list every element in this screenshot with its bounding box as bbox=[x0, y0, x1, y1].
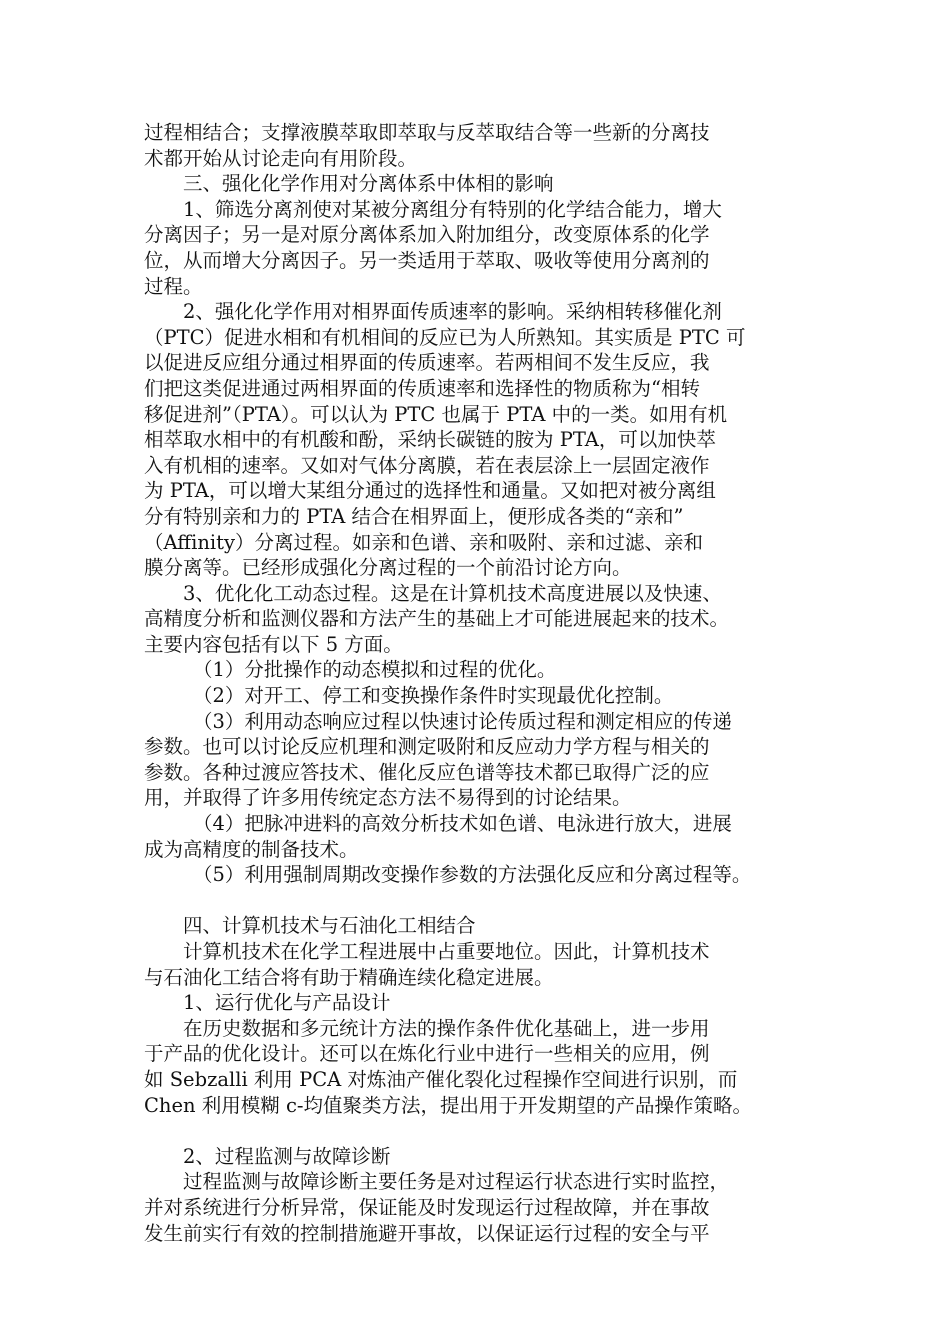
list-item: （3）利用动态响应过程以快速讨论传质过程和测定相应的传递 bbox=[193, 709, 732, 733]
list-item: （2）对开工、停工和变换操作条件时实现最优化控制。 bbox=[193, 684, 674, 708]
text-line: 并对系统进行分析异常，保证能及时发现运行过程故障，并在事故 bbox=[144, 1195, 710, 1219]
text-line: 相萃取水相中的有机酸和酚，采纳长碳链的胺为 PTA，可以加快萃 bbox=[144, 428, 716, 452]
text-line: 分离因子；另一是对原分离体系加入附加组分，改变原体系的化学 bbox=[144, 223, 710, 247]
text-line: 为 PTA，可以增大某组分通过的选择性和通量。又如把对被分离组 bbox=[144, 479, 716, 503]
text-line: 以促进反应组分通过相界面的传质速率。若两相间不发生反应，我 bbox=[144, 351, 710, 375]
blank-line bbox=[144, 888, 824, 914]
blank-line bbox=[144, 1118, 824, 1144]
subsection-heading: 1、运行优化与产品设计 bbox=[183, 991, 391, 1015]
text-line: 如 Sebzalli 利用 PCA 对炼油产催化裂化过程操作空间进行识别，而 bbox=[144, 1067, 738, 1091]
text-line: 移促进剂”（PTA）。可以认为 PTC 也属于 PTA 中的一类。如用有机 bbox=[144, 402, 728, 426]
text-line: 分有特别亲和力的 PTA 结合在相界面上，便形成各类的“亲和” bbox=[144, 504, 684, 528]
section-heading: 四、计算机技术与石油化工相结合 bbox=[183, 914, 476, 938]
text-line: 成为高精度的制备技术。 bbox=[144, 837, 359, 861]
subsection-heading: 2、过程监测与故障诊断 bbox=[183, 1144, 391, 1168]
list-item: （5）利用强制周期改变操作参数的方法强化反应和分离过程等。 bbox=[193, 863, 752, 887]
text-line: （PTC）促进水相和有机相间的反应已为人所熟知。其实质是 PTC 可 bbox=[144, 325, 746, 349]
text-line: （Affinity）分离过程。如亲和色谱、亲和吸附、亲和过滤、亲和 bbox=[144, 530, 703, 554]
text-line: 于产品的优化设计。还可以在炼化行业中进行一些相关的应用，例 bbox=[144, 1042, 710, 1066]
text-line: 参数。也可以讨论反应机理和测定吸附和反应动力学方程与相关的 bbox=[144, 735, 710, 759]
text-line: 入有机相的速率。又如对气体分离膜，若在表层涂上一层固定液作 bbox=[144, 453, 710, 477]
text-line: 过程。 bbox=[144, 274, 203, 298]
text-line: 计算机技术在化学工程进展中占重要地位。因此，计算机技术 bbox=[183, 940, 710, 963]
text-line: 高精度分析和监测仪器和方法产生的基础上才可能进展起来的技术。 bbox=[144, 607, 730, 631]
text-line: 2、强化化学作用对相界面传质速率的影响。采纳相转移催化剂 bbox=[183, 300, 722, 324]
list-item: （4）把脉冲进料的高效分析技术如色谱、电泳进行放大，进展 bbox=[193, 812, 732, 836]
list-item: （1）分批操作的动态模拟和过程的优化。 bbox=[193, 658, 557, 682]
text-line: 参数。各种过渡应答技术、催化反应色谱等技术都已取得广泛的应 bbox=[144, 760, 710, 784]
text-line: 过程监测与故障诊断主要任务是对过程运行状态进行实时监控， bbox=[183, 1170, 730, 1194]
text-line: 在历史数据和多元统计方法的操作条件优化基础上，进一步用 bbox=[183, 1016, 710, 1040]
text-line: Chen 利用模糊 c-均值聚类方法，提出用于开发期望的产品操作策略。 bbox=[144, 1093, 752, 1117]
text-line: 3、优化化工动态过程。这是在计算机技术高度进展以及快速、 bbox=[183, 581, 722, 605]
text-line: 1、筛选分离剂使对某被分离组分有特别的化学结合能力，增大 bbox=[183, 197, 722, 221]
text-line: 用，并取得了许多用传统定态方法不易得到的讨论结果。 bbox=[144, 786, 632, 810]
text-line: 术都开始从讨论走向有用阶段。 bbox=[144, 146, 418, 170]
text-line: 发生前实行有效的控制措施避开事故，以保证运行过程的安全与平 bbox=[144, 1221, 710, 1245]
text-line: 们把这类促进通过两相界面的传质速率和选择性的物质称为“相转 bbox=[144, 376, 700, 400]
section-heading: 三、强化化学作用对分离体系中体相的影响 bbox=[183, 172, 554, 196]
text-line: 位，从而增大分离因子。另一类适用于萃取、吸收等使用分离剂的 bbox=[144, 248, 710, 272]
text-line: 与石油化工结合将有助于精确连续化稳定进展。 bbox=[144, 965, 554, 989]
text-line: 主要内容包括有以下 5 方面。 bbox=[144, 632, 403, 656]
document-body bbox=[144, 120, 824, 1246]
text-line: 膜分离等。已经形成强化分离过程的一个前沿讨论方向。 bbox=[144, 556, 632, 580]
text-line: 过程相结合；支撑液膜萃取即萃取与反萃取结合等一些新的分离技 bbox=[144, 121, 710, 144]
